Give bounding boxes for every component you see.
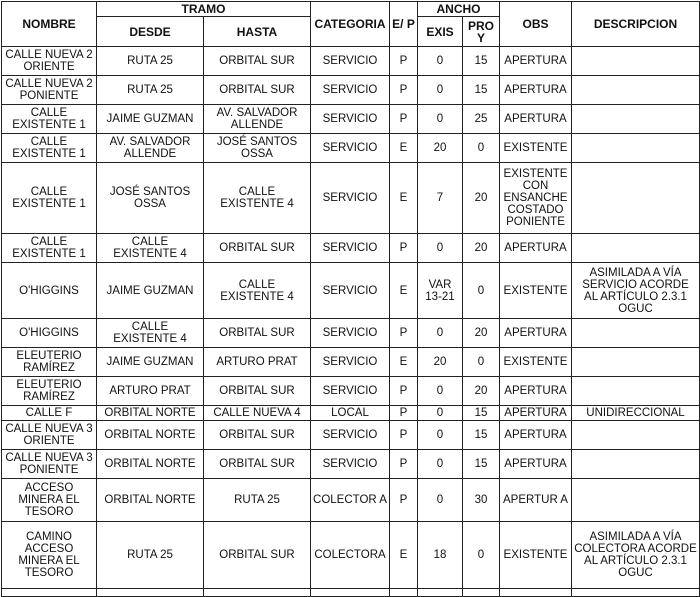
table-row (2, 234, 700, 263)
table-row (2, 105, 700, 134)
cell-hasta: ORBITAL SUR (204, 47, 311, 76)
cell-hasta: AV. SALVADOR ALLENDE (204, 105, 311, 134)
table-row (2, 163, 700, 234)
cell-obs: EXISTENTE (500, 134, 572, 163)
cell-ep: P (390, 421, 418, 450)
cell-hasta: CALLE EXISTENTE 4 (204, 263, 311, 319)
cell-exis: 18 (418, 522, 463, 589)
cell-nombre: ACCESO MINERA EL TESORO (2, 479, 97, 522)
cell-hasta: RUTA 25 (204, 479, 311, 522)
cell-nombre: CALLE NUEVA 2 PONIENTE (2, 76, 97, 105)
cell-exis: 20 (418, 348, 463, 377)
table-row (2, 406, 700, 421)
cell-ep: P (390, 406, 418, 421)
cell-exis: 7 (418, 163, 463, 234)
cell-ep: E (390, 348, 418, 377)
cell-hasta: ORBITAL SUR (204, 377, 311, 406)
cell-descripcion (572, 479, 700, 522)
col-header-tramo: TRAMO (97, 2, 311, 17)
cell-proy: 20 (463, 319, 500, 348)
cell-ep: P (390, 47, 418, 76)
cell-desde: ORBITAL NORTE (97, 421, 204, 450)
cell-proy: 20 (463, 377, 500, 406)
cell-exis: 0 (418, 450, 463, 479)
cell-proy: 15 (463, 406, 500, 421)
cell-ep: P (390, 377, 418, 406)
cell-categoria: SERVICIO (311, 421, 390, 450)
cell-categoria: SERVICIO (311, 348, 390, 377)
cell-obs: APERTURA (500, 406, 572, 421)
cell-proy: 0 (463, 134, 500, 163)
cell-descripcion (572, 47, 700, 76)
cell-desde: CALLE EXISTENTE 4 (97, 319, 204, 348)
cell-descripcion (572, 421, 700, 450)
cell-desde: ORBITAL NORTE (97, 450, 204, 479)
cell-ep: P (390, 76, 418, 105)
cell-categoria: SERVICIO (311, 377, 390, 406)
cell-exis: VAR 13-21 (418, 263, 463, 319)
cell-hasta: CALLE NUEVA 4 (204, 406, 311, 421)
cell-exis: 0 (418, 234, 463, 263)
cell-obs: APERTURA (500, 377, 572, 406)
cell-desde: RUTA 25 (97, 47, 204, 76)
cell-exis: 0 (418, 421, 463, 450)
cell-categoria: SERVICIO (311, 47, 390, 76)
cell-categoria: SERVICIO (311, 319, 390, 348)
cell-desde: ARTURO PRAT (97, 377, 204, 406)
table-body (2, 47, 700, 597)
cell-descripcion (572, 76, 700, 105)
table-row (2, 377, 700, 406)
cell-desde: JAIME GUZMAN (97, 348, 204, 377)
cell-proy: 30 (463, 479, 500, 522)
cell-obs: EXISTENTE (500, 263, 572, 319)
cell-proy: 0 (463, 263, 500, 319)
table-row (2, 450, 700, 479)
cell-exis: 0 (418, 76, 463, 105)
cell-desde: RUTA 25 (97, 76, 204, 105)
cell-hasta: ORBITAL SUR (204, 234, 311, 263)
cell-hasta: ORBITAL SUR (204, 421, 311, 450)
cell-nombre: CALLE NUEVA 3 ORIENTE (2, 421, 97, 450)
cell-exis: 0 (418, 377, 463, 406)
cell-descripcion (572, 163, 700, 234)
cell-hasta: ORBITAL SUR (204, 522, 311, 589)
col-header-obs: OBS (500, 2, 572, 47)
cell-ep: E (390, 163, 418, 234)
table-row (2, 421, 700, 450)
header-row-1 (2, 2, 700, 17)
cell-obs: APERTURA (500, 450, 572, 479)
cell-categoria: COLECTORA (311, 522, 390, 589)
cell-ep: P (390, 479, 418, 522)
cell-nombre: O'HIGGINS (2, 319, 97, 348)
cell-ep: E (390, 522, 418, 589)
col-header-descripcion: DESCRIPCION (572, 2, 700, 47)
cell-categoria: SERVICIO (311, 234, 390, 263)
cell-descripcion (572, 450, 700, 479)
cell-nombre: CAMINO ACCESO MINERA EL TESORO (2, 522, 97, 589)
cell-ep: E (390, 134, 418, 163)
cell-exis: 20 (418, 134, 463, 163)
col-header-proy: PRO Y (463, 17, 500, 47)
col-header-hasta: HASTA (204, 17, 311, 47)
table-row (2, 319, 700, 348)
cell-hasta: JOSÉ SANTOS OSSA (204, 134, 311, 163)
cell-nombre: CALLE EXISTENTE 1 (2, 163, 97, 234)
cell-obs: APERTURA (500, 319, 572, 348)
cell-obs: APERTURA (500, 105, 572, 134)
cell-proy: 15 (463, 450, 500, 479)
cell-hasta: CALLE EXISTENTE 4 (204, 163, 311, 234)
cell-desde: ORBITAL NORTE (97, 479, 204, 522)
cell-proy: 20 (463, 163, 500, 234)
cell-descripcion (572, 105, 700, 134)
cell-exis: 0 (418, 105, 463, 134)
cell-obs: APERTURA (500, 47, 572, 76)
cell-proy: 0 (463, 522, 500, 589)
cell-proy: 0 (463, 348, 500, 377)
cell-proy: 20 (463, 234, 500, 263)
table-row (2, 76, 700, 105)
cell-descripcion (572, 377, 700, 406)
cell-obs: EXISTENTE (500, 522, 572, 589)
table-row (2, 522, 700, 589)
cell-categoria: SERVICIO (311, 105, 390, 134)
col-header-categoria: CATEGORIA (311, 2, 390, 47)
roads-table (1, 1, 700, 597)
cell-nombre: CALLE EXISTENTE 1 (2, 234, 97, 263)
cell-obs: APERTUR A (500, 479, 572, 522)
cell-hasta: ARTURO PRAT (204, 348, 311, 377)
cell-obs: APERTURA (500, 421, 572, 450)
col-header-exis: EXIS (418, 17, 463, 47)
col-header-nombre: NOMBRE (2, 2, 97, 47)
cell-exis: 0 (418, 47, 463, 76)
cell-categoria: SERVICIO (311, 450, 390, 479)
cell-desde: RUTA 25 (97, 522, 204, 589)
cell-categoria: SERVICIO (311, 263, 390, 319)
cell-nombre: CALLE EXISTENTE 1 (2, 105, 97, 134)
cell-nombre: CALLE EXISTENTE 1 (2, 134, 97, 163)
col-header-ep: E/ P (390, 2, 418, 47)
cell-desde: CALLE EXISTENTE 4 (97, 234, 204, 263)
cell-desde: JAIME GUZMAN (97, 263, 204, 319)
table-row (2, 348, 700, 377)
cell-nombre: ELEUTERIO RAMÍREZ (2, 377, 97, 406)
col-header-ancho: ANCHO (418, 2, 500, 17)
cell-obs: APERTURA (500, 76, 572, 105)
cell-proy: 15 (463, 47, 500, 76)
cell-nombre: CALLE NUEVA 3 PONIENTE (2, 450, 97, 479)
col-header-desde: DESDE (97, 17, 204, 47)
cell-descripcion: ASIMILADA A VÍA COLECTORA ACORDE AL ARTÍCULO 2.3.1 OGUC (572, 522, 700, 589)
cell-categoria: SERVICIO (311, 134, 390, 163)
cell-obs: APERTURA (500, 234, 572, 263)
cell-proy: 25 (463, 105, 500, 134)
cell-hasta: ORBITAL SUR (204, 319, 311, 348)
cell-descripcion (572, 134, 700, 163)
cell-proy: 15 (463, 421, 500, 450)
cell-nombre: ELEUTERIO RAMÍREZ (2, 348, 97, 377)
cell-descripcion (572, 234, 700, 263)
cell-categoria: SERVICIO (311, 76, 390, 105)
cell-ep: E (390, 263, 418, 319)
table-row (2, 47, 700, 76)
cell-obs: EXISTENTE (500, 348, 572, 377)
cell-descripcion: UNIDIRECCIONAL (572, 406, 700, 421)
cell-exis: 0 (418, 319, 463, 348)
cell-desde: ORBITAL NORTE (97, 406, 204, 421)
cell-ep: P (390, 234, 418, 263)
cell-categoria: COLECTOR A (311, 479, 390, 522)
cell-nombre: CALLE NUEVA 2 ORIENTE (2, 47, 97, 76)
cell-desde: AV. SALVADOR ALLENDE (97, 134, 204, 163)
cell-ep: P (390, 319, 418, 348)
cell-categoria: SERVICIO (311, 163, 390, 234)
table-row (2, 479, 700, 522)
cell-nombre: O'HIGGINS (2, 263, 97, 319)
cell-obs: EXISTENTE CON ENSANCHE COSTADO PONIENTE (500, 163, 572, 234)
cell-nombre: CALLE F (2, 406, 97, 421)
cell-hasta: ORBITAL SUR (204, 76, 311, 105)
cell-hasta: ORBITAL SUR (204, 450, 311, 479)
cell-descripcion: ASIMILADA A VÍA SERVICIO ACORDE AL ARTÍCULO 2.3.1 OGUC (572, 263, 700, 319)
cell-descripcion (572, 348, 700, 377)
cell-desde: JOSÉ SANTOS OSSA (97, 163, 204, 234)
table-row (2, 134, 700, 163)
cell-desde: JAIME GUZMAN (97, 105, 204, 134)
cell-ep: P (390, 105, 418, 134)
cell-exis: 0 (418, 479, 463, 522)
cell-exis: 0 (418, 406, 463, 421)
cell-categoria: LOCAL (311, 406, 390, 421)
table-row (2, 263, 700, 319)
cell-descripcion (572, 319, 700, 348)
cell-proy: 15 (463, 76, 500, 105)
cell-ep: P (390, 450, 418, 479)
